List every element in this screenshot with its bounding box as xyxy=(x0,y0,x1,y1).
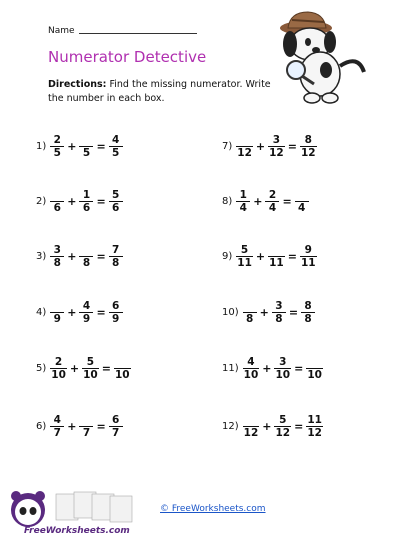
problem-number: 7) xyxy=(222,141,233,152)
fraction-addend-2 xyxy=(79,189,93,214)
fraction-sum xyxy=(295,189,309,214)
plus-sign: + xyxy=(67,420,77,433)
denominator: 10 xyxy=(51,369,66,381)
denominator: 8 xyxy=(82,257,91,269)
plus-sign: + xyxy=(255,250,266,263)
fraction-addend-1 xyxy=(243,414,260,439)
numerator[interactable]: 3 xyxy=(272,134,281,146)
fraction-addend-2 xyxy=(79,300,93,325)
fraction-addend-1 xyxy=(236,134,253,159)
equals-sign: = xyxy=(96,140,106,153)
fraction-addend-1 xyxy=(50,244,64,269)
fraction-addend-2 xyxy=(274,414,291,439)
problem-number: 12) xyxy=(222,421,239,432)
numerator[interactable]: 9 xyxy=(304,244,312,256)
denominator: 6 xyxy=(53,202,61,214)
denominator: 10 xyxy=(307,369,322,381)
plus-sign: + xyxy=(67,140,77,153)
plus-sign: + xyxy=(262,420,272,433)
problem-10 xyxy=(222,300,315,325)
equals-sign: = xyxy=(288,306,299,319)
equals-sign: = xyxy=(287,140,297,153)
directions-label: Directions: xyxy=(48,79,107,90)
fraction-addend-2 xyxy=(268,134,285,159)
numerator[interactable]: 1 xyxy=(239,189,247,201)
numerator[interactable]: 8 xyxy=(304,300,312,312)
problem-number: 10) xyxy=(222,307,239,318)
numerator[interactable]: 7 xyxy=(112,244,120,256)
directions-text: Find the missing numerator. Write the number in each box. xyxy=(48,79,271,104)
fraction-addend-1 xyxy=(50,414,64,439)
numerator[interactable]: 5 xyxy=(86,356,95,368)
numerator[interactable] xyxy=(56,300,58,312)
numerator[interactable]: 2 xyxy=(268,189,277,201)
denominator: 11 xyxy=(237,257,252,269)
denominator: 9 xyxy=(112,313,120,325)
problem-3 xyxy=(36,244,123,269)
numerator[interactable]: 5 xyxy=(279,414,287,426)
numerator[interactable]: 4 xyxy=(82,300,91,312)
fraction-sum xyxy=(306,414,323,439)
fraction-sum xyxy=(109,134,123,159)
denominator: 12 xyxy=(237,147,252,159)
denominator: 4 xyxy=(298,202,306,214)
name-row xyxy=(48,26,197,36)
denominator: 5 xyxy=(112,147,120,159)
numerator[interactable]: 5 xyxy=(112,189,120,201)
problem-8 xyxy=(222,189,309,214)
denominator: 9 xyxy=(53,313,61,325)
equals-sign: = xyxy=(287,250,297,263)
fraction-sum xyxy=(114,356,131,381)
equals-sign: = xyxy=(96,306,106,319)
problem-7 xyxy=(222,134,317,159)
numerator[interactable]: 11 xyxy=(307,414,322,426)
numerator[interactable]: 6 xyxy=(112,414,120,426)
problem-number: 8) xyxy=(222,196,233,207)
fraction-sum xyxy=(306,356,323,381)
problem-number: 3) xyxy=(36,251,47,262)
denominator: 12 xyxy=(243,427,259,439)
problem-number: 4) xyxy=(36,307,47,318)
numerator[interactable] xyxy=(85,244,87,256)
equals-sign: = xyxy=(294,362,304,375)
denominator: 12 xyxy=(307,427,322,439)
fraction-addend-1 xyxy=(236,244,253,269)
detective-dog-icon xyxy=(268,8,378,106)
numerator[interactable]: 2 xyxy=(54,356,63,368)
numerator[interactable] xyxy=(249,300,251,312)
denominator: 5 xyxy=(53,147,61,159)
numerator[interactable] xyxy=(121,356,123,368)
fraction-addend-1 xyxy=(236,189,250,214)
plus-sign: + xyxy=(253,195,263,208)
denominator: 6 xyxy=(112,202,120,214)
fraction-sum xyxy=(109,244,123,269)
plus-sign: + xyxy=(262,362,272,375)
equals-sign: = xyxy=(96,420,106,433)
numerator[interactable]: 8 xyxy=(304,134,312,146)
problem-5 xyxy=(36,356,131,381)
denominator: 10 xyxy=(114,369,130,381)
denominator: 5 xyxy=(82,147,91,159)
plus-sign: + xyxy=(69,362,80,375)
fraction-addend-2 xyxy=(268,244,285,269)
problem-number: 6) xyxy=(36,421,47,432)
equals-sign: = xyxy=(96,250,106,263)
numerator[interactable] xyxy=(275,244,277,256)
problem-number: 2) xyxy=(36,196,47,207)
denominator: 7 xyxy=(112,427,120,439)
denominator: 7 xyxy=(82,427,91,439)
fraction-sum xyxy=(300,134,317,159)
plus-sign: + xyxy=(67,306,77,319)
denominator: 10 xyxy=(275,369,291,381)
problem-9 xyxy=(222,244,317,269)
problem-number: 11) xyxy=(222,363,239,374)
fraction-addend-2 xyxy=(272,300,286,325)
plus-sign: + xyxy=(255,140,266,153)
directions xyxy=(48,78,276,106)
plus-sign: + xyxy=(67,195,77,208)
problem-6 xyxy=(36,414,123,439)
fraction-addend-1 xyxy=(50,356,67,381)
footer-link[interactable]: © FreeWorksheets.com xyxy=(160,504,266,514)
logo-text: FreeWorksheets.com xyxy=(24,526,130,536)
plus-sign: + xyxy=(259,306,269,319)
denominator: 9 xyxy=(82,313,91,325)
problem-number: 1) xyxy=(36,141,47,152)
fraction-addend-1 xyxy=(243,300,257,325)
fraction-addend-1 xyxy=(243,356,260,381)
fraction-sum xyxy=(109,414,123,439)
fraction-sum xyxy=(109,189,123,214)
denominator: 7 xyxy=(53,427,61,439)
page-title: Numerator Detective xyxy=(48,48,207,66)
numerator[interactable] xyxy=(314,356,316,368)
numerator[interactable]: 5 xyxy=(240,244,249,256)
denominator: 12 xyxy=(300,147,316,159)
denominator: 8 xyxy=(112,257,120,269)
numerator[interactable]: 4 xyxy=(112,134,120,146)
fraction-sum xyxy=(301,300,315,325)
numerator[interactable]: 4 xyxy=(247,356,255,368)
fraction-addend-1 xyxy=(50,189,64,214)
problem-1 xyxy=(36,134,123,159)
denominator: 10 xyxy=(83,369,98,381)
equals-sign: = xyxy=(101,362,111,375)
numerator[interactable] xyxy=(56,189,58,201)
denominator: 10 xyxy=(243,369,259,381)
denominator: 8 xyxy=(53,257,61,269)
denominator: 6 xyxy=(82,202,91,214)
problem-number: 9) xyxy=(222,251,233,262)
numerator[interactable] xyxy=(250,414,252,426)
denominator: 4 xyxy=(239,202,247,214)
name-label: Name xyxy=(48,26,75,36)
numerator[interactable]: 3 xyxy=(275,300,283,312)
equals-sign: = xyxy=(282,195,292,208)
numerator[interactable]: 1 xyxy=(82,189,91,201)
numerator[interactable]: 6 xyxy=(112,300,120,312)
problem-12 xyxy=(222,414,323,439)
name-line[interactable] xyxy=(79,33,197,34)
fraction-addend-2 xyxy=(79,414,93,439)
denominator: 12 xyxy=(269,147,284,159)
denominator: 11 xyxy=(269,257,284,269)
denominator: 8 xyxy=(275,313,283,325)
numerator[interactable]: 3 xyxy=(279,356,287,368)
problem-number: 5) xyxy=(36,363,47,374)
denominator: 8 xyxy=(245,313,254,325)
fraction-addend-2 xyxy=(79,244,93,269)
denominator: 8 xyxy=(304,313,312,325)
problem-11 xyxy=(222,356,323,381)
numerator[interactable] xyxy=(85,414,87,426)
fraction-addend-2 xyxy=(79,134,93,159)
denominator: 11 xyxy=(300,257,316,269)
numerator[interactable]: 4 xyxy=(53,414,61,426)
denominator: 12 xyxy=(275,427,291,439)
fraction-addend-1 xyxy=(50,134,64,159)
numerator[interactable] xyxy=(301,189,303,201)
fraction-addend-2 xyxy=(82,356,99,381)
fraction-sum xyxy=(109,300,123,325)
numerator[interactable] xyxy=(85,134,87,146)
fraction-sum xyxy=(300,244,317,269)
numerator[interactable]: 2 xyxy=(53,134,61,146)
problem-4 xyxy=(36,300,123,325)
plus-sign: + xyxy=(67,250,77,263)
equals-sign: = xyxy=(96,195,106,208)
numerator[interactable]: 3 xyxy=(53,244,61,256)
denominator: 4 xyxy=(268,202,277,214)
fraction-addend-1 xyxy=(50,300,64,325)
equals-sign: = xyxy=(294,420,304,433)
numerator[interactable] xyxy=(244,134,246,146)
problem-2 xyxy=(36,189,123,214)
fraction-addend-2 xyxy=(274,356,291,381)
fraction-addend-2 xyxy=(265,189,279,214)
